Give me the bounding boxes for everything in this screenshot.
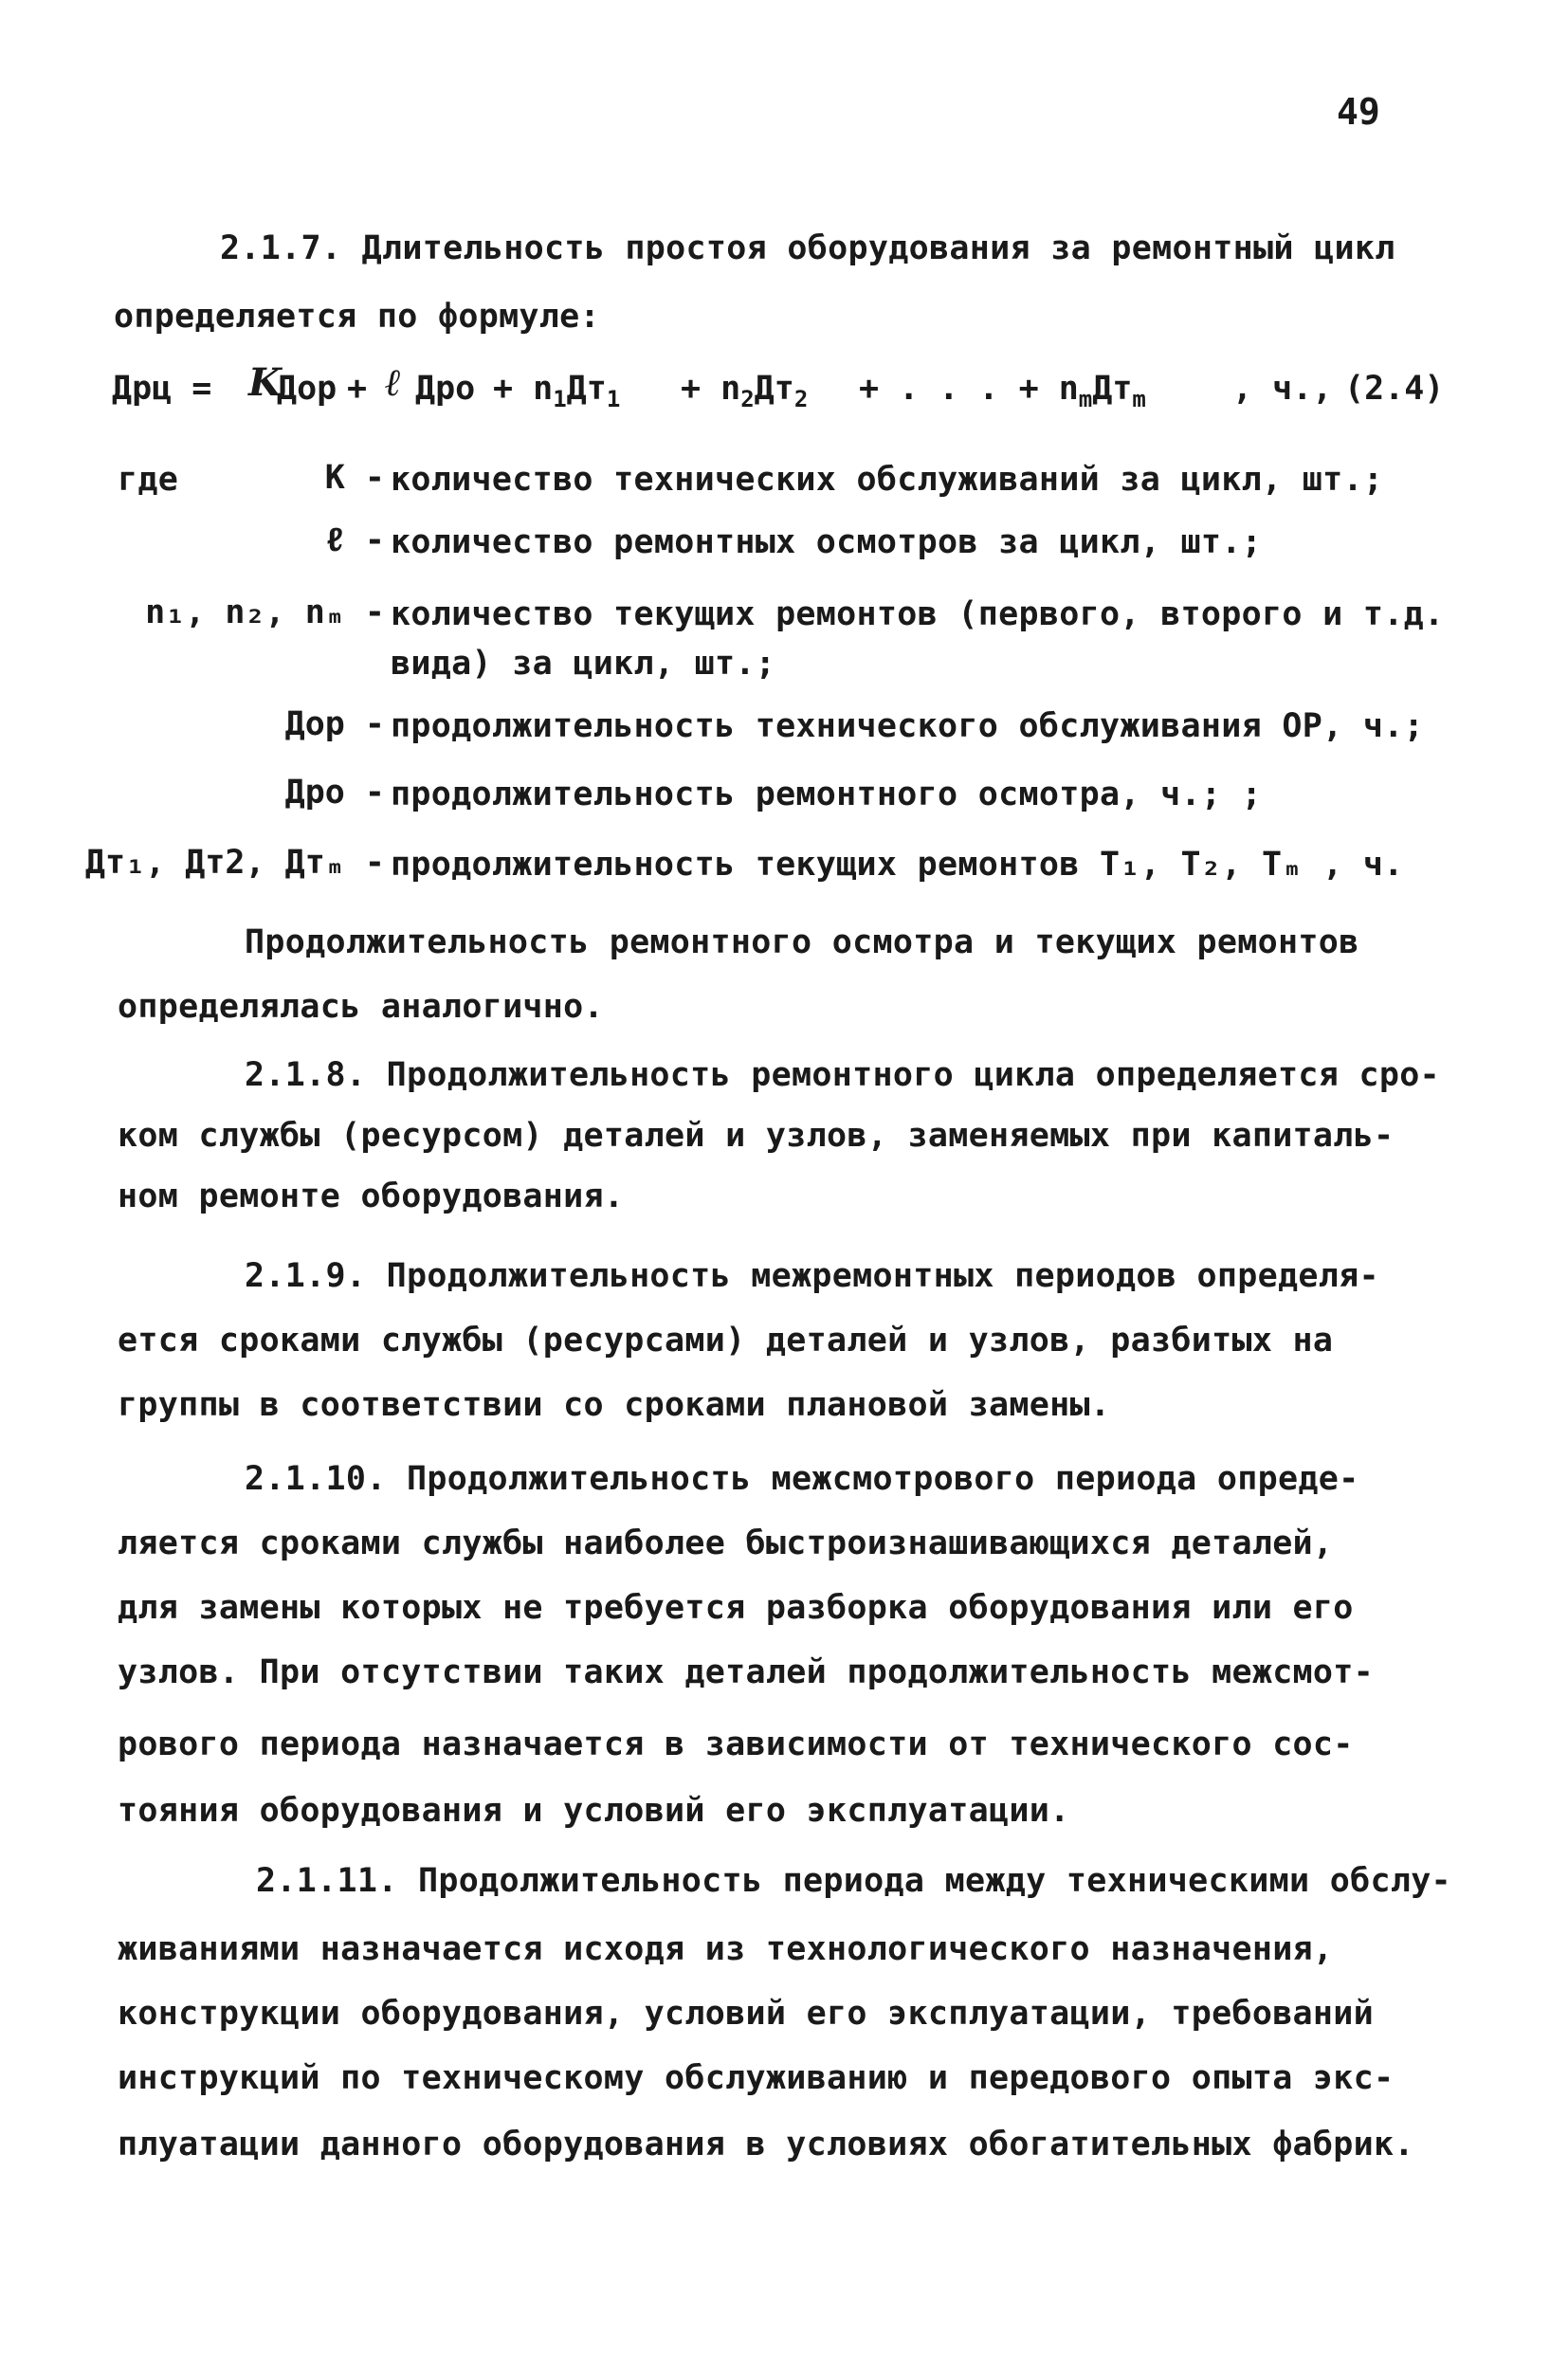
formula-l: ℓ xyxy=(385,360,402,405)
section-2-1-10-line-3: для замены которых не требуется разборка оборудования или его xyxy=(118,1589,1354,1627)
where-text-n: количество текущих ремонтов (первого, второго и т.д. xyxy=(391,595,1445,633)
section-2-1-7-line-2: определяется по формуле: xyxy=(114,298,600,336)
where-sym-dor: Дор - xyxy=(284,705,385,743)
where-text-n-cont: вида) за цикл, шт.; xyxy=(391,645,776,683)
where-text-l: количество ремонтных осмотров за цикл, шт.; xyxy=(391,523,1262,561)
section-2-1-10-line-1: 2.1.10. Продолжительность межсмотрового периода опреде- xyxy=(245,1460,1359,1498)
para-analog-line-2: определялась аналогично. xyxy=(118,988,604,1026)
where-text-dor: продолжительность технического обслуживания ОР, ч.; xyxy=(391,707,1424,745)
where-sym-dt: Дт₁, Дт2, Дтₘ - xyxy=(84,844,385,882)
formula-lhs: Дрц = xyxy=(112,370,212,408)
formula-term-n1: + $n_1Дт_1$ xyxy=(493,370,621,412)
section-2-1-10-line-2: ляется сроками службы наиболее быстроизнашивающихся деталей, xyxy=(118,1524,1334,1562)
section-2-1-11-line-1: 2.1.11. Продолжительность периода между техническими обслу- xyxy=(256,1862,1451,1900)
formula-term-dro: Дро xyxy=(415,370,476,408)
formula-k: K xyxy=(248,360,282,405)
section-2-1-11-line-2: живаниями назначается исходя из технологического назначения, xyxy=(118,1930,1334,1968)
formula-2-4 xyxy=(0,360,1568,425)
section-2-1-10-line-4: узлов. При отсутствии таких деталей продолжительность межсмот- xyxy=(118,1653,1375,1691)
section-2-1-7-line-1: 2.1.7. Длительность простоя оборудования за ремонтный цикл xyxy=(220,229,1395,267)
formula-term-nm: + . . . + $n_mДт_m$ xyxy=(859,370,1146,412)
where-sym-k: K - xyxy=(324,459,385,497)
where-text-k: количество технических обслуживаний за цикл, шт.; xyxy=(391,461,1384,499)
para-analog-line-1: Продолжительность ремонтного осмотра и текущих ремонтов xyxy=(245,923,1359,961)
formula-term-dor: Дор xyxy=(277,370,337,408)
section-2-1-11-line-3: конструкции оборудования, условий его эксплуатации, требований xyxy=(118,1995,1375,2033)
section-2-1-9-line-3: группы в соответствии со сроками плановой замены. xyxy=(118,1386,1111,1424)
where-text-dro: продолжительность ремонтного осмотра, ч.; ; xyxy=(391,776,1262,813)
section-2-1-10-line-5: рового периода назначается в зависимости от технического сос- xyxy=(118,1725,1354,1763)
section-2-1-11-line-5: плуатации данного оборудования в условиях обогатительных фабрик. xyxy=(118,2126,1414,2163)
section-2-1-10-line-6: тояния оборудования и условий его эксплуатации. xyxy=(118,1792,1070,1830)
formula-plus-1: + xyxy=(347,370,368,408)
section-2-1-9-line-1: 2.1.9. Продолжительность межремонтных периодов определя- xyxy=(245,1257,1379,1295)
formula-unit: , ч., xyxy=(1232,370,1333,408)
section-2-1-11-line-4: инструкций по техническому обслуживанию и передового опыта экс- xyxy=(118,2059,1395,2097)
page-number: 49 xyxy=(1337,91,1380,133)
where-label: где xyxy=(118,461,179,499)
section-2-1-8-line-2: ком службы (ресурсом) деталей и узлов, заменяемых при капиталь- xyxy=(118,1117,1395,1155)
formula-term-n2: + $n_2Дт_2$ xyxy=(681,370,809,412)
where-text-dt: продолжительность текущих ремонтов Т₁, Т₂, Тₘ , ч. xyxy=(391,846,1404,884)
section-2-1-8-line-1: 2.1.8. Продолжительность ремонтного цикла определяется сро- xyxy=(245,1056,1440,1094)
where-sym-l: ℓ - xyxy=(324,521,385,559)
section-2-1-8-line-3: ном ремонте оборудования. xyxy=(118,1177,625,1215)
where-sym-dro: Дро - xyxy=(284,774,385,812)
formula-number: (2.4) xyxy=(1344,370,1445,408)
section-2-1-9-line-2: ется сроками службы (ресурсами) деталей и узлов, разбитых на xyxy=(118,1322,1334,1360)
where-sym-n: n₁, n₂, nₘ - xyxy=(145,593,385,631)
